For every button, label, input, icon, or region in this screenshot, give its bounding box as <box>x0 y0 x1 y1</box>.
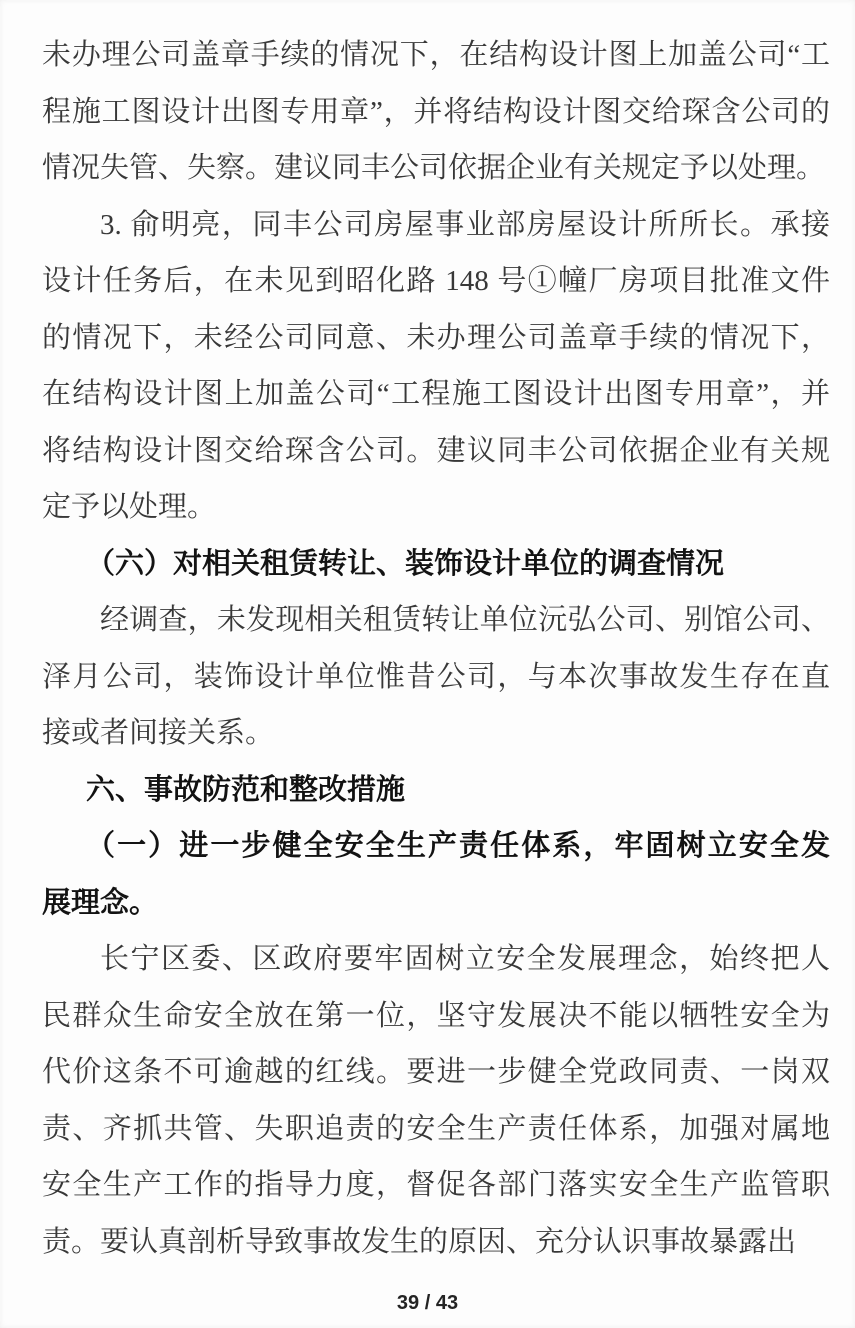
text-line: 未办理公司盖章手续的情况下，在结构设计图上加盖公司“工 <box>42 39 830 71</box>
paragraph <box>42 197 830 536</box>
text-line: 责。要认真剖析导致事故发生的原因、充分认识事故暴露出 <box>42 1225 797 1258</box>
text-line: 设计任务后，在未见到昭化路 148 号①幢厂房项目批准文件 <box>42 265 830 297</box>
text-line: 展理念。 <box>42 886 159 919</box>
text-line: 情况失管、失察。建议同丰公司依据企业有关规定予以处理。 <box>42 152 826 184</box>
text-line: 接或者间接关系。 <box>42 717 275 749</box>
text-line: 程施工图设计出图专用章”，并将结构设计图交给琛含公司的 <box>42 95 830 128</box>
paragraph <box>42 27 830 197</box>
text-line: 泽月公司，装饰设计单位惟昔公司，与本次事故发生存在直 <box>42 660 830 693</box>
text-line: 民群众生命安全放在第一位，坚守发展决不能以牺牲安全为 <box>42 999 830 1032</box>
paragraph <box>42 931 830 1270</box>
document-content <box>42 27 830 1270</box>
text-line: （六）对相关租赁转让、装饰设计单位的调查情况 <box>86 547 725 580</box>
paragraph <box>42 592 830 762</box>
text-line: 六、事故防范和整改措施 <box>86 773 406 806</box>
text-line: 定予以处理。 <box>42 491 217 523</box>
text-line: 将结构设计图交给琛含公司。建议同丰公司依据企业有关规 <box>42 434 830 467</box>
paragraph <box>42 536 830 593</box>
text-line: 在结构设计图上加盖公司“工程施工图设计出图专用章”，并 <box>42 378 830 410</box>
paragraph <box>42 818 830 931</box>
text-line: 的情况下，未经公司同意、未办理公司盖章手续的情况下， <box>42 321 830 354</box>
paragraph <box>42 762 830 819</box>
text-line: 长宁区委、区政府要牢固树立安全发展理念，始终把人 <box>100 943 830 975</box>
text-line: 3. 俞明亮，同丰公司房屋事业部房屋设计所所长。承接 <box>100 208 830 241</box>
page-number-indicator: 39 / 43 <box>396 1292 459 1314</box>
text-line: （一）进一步健全安全生产责任体系，牢固树立安全发 <box>86 830 830 862</box>
text-line: 安全生产工作的指导力度，督促各部门落实安全生产监管职 <box>42 1169 830 1201</box>
text-line: 责、齐抓共管、失职追责的安全生产责任体系，加强对属地 <box>42 1112 830 1145</box>
text-line: 代价这条不可逾越的红线。要进一步健全党政同责、一岗双 <box>42 1056 830 1088</box>
text-line: 经调查，未发现相关租赁转让单位沅弘公司、别馆公司、 <box>100 604 830 636</box>
